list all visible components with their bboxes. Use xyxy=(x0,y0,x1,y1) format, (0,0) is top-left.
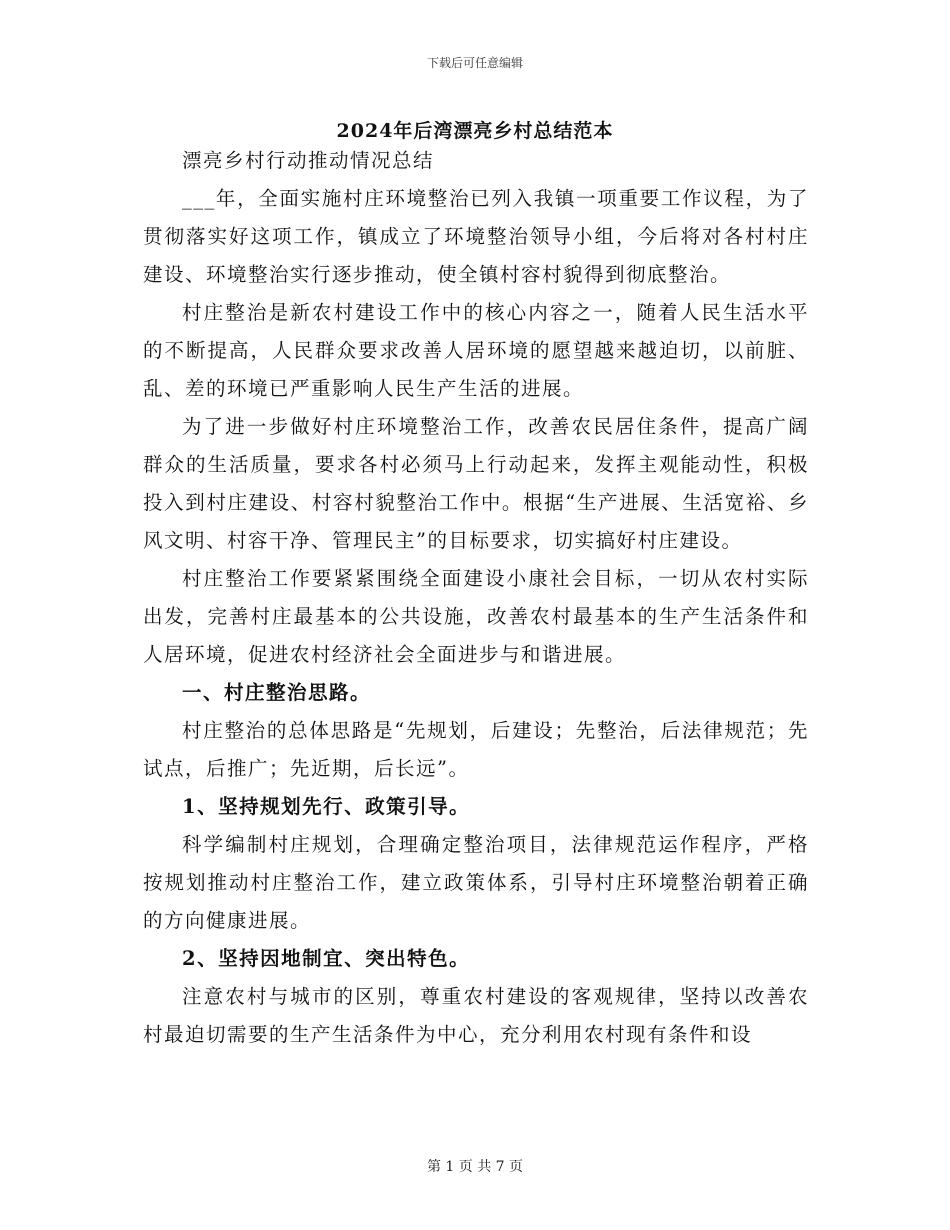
paragraph: 村庄整治是新农村建设工作中的核心内容之一，随着人民生活水平的不断提高，人民群众要求改善人居环境的愿望越来越迫切，以前脏、乱、差的环境已严重影响人民生产生活的进展。 xyxy=(143,301,809,400)
subsection-heading: 2、坚持因地制宜、突出特色。 xyxy=(182,947,471,970)
subsection-heading: 1、坚持规划先行、政策引导。 xyxy=(182,795,471,818)
section-heading: 一、村庄整治思路。 xyxy=(182,681,372,704)
document-body xyxy=(143,142,809,1054)
paragraph: ___年，全面实施村庄环境整治已列入我镇一项重要工作议程，为了贯彻落实好这项工作，镇成立了环境整治领导小组，今后将对各村村庄建设、环境整治实行逐步推动，使全镇村容村貌得到彻底整治。 xyxy=(143,187,809,286)
paragraph: 村庄整治工作要紧紧围绕全面建设小康社会目标，一切从农村实际出发，完善村庄最基本的公共设施，改善农村最基本的生产生活条件和人居环境，促进农村经济社会全面进步与和谐进展。 xyxy=(143,567,809,666)
paragraph-subtitle: 漂亮乡村行动推动情况总结 xyxy=(182,149,435,172)
paragraph: 注意农村与城市的区别，尊重农村建设的客观规律，坚持以改善农村最迫切需要的生产生活条件为中心，充分利用农村现有条件和设 xyxy=(143,985,809,1046)
paragraph: 村庄整治的总体思路是“先规划，后建设；先整治，后法律规范；先试点，后推广；先近期，后长远”。 xyxy=(143,719,809,780)
page-number: 第 1 页 共 7 页 xyxy=(426,1159,524,1175)
document-title: 2024年后湾漂亮乡村总结范本 xyxy=(336,120,614,142)
paragraph: 科学编制村庄规划，合理确定整治项目，法律规范运作程序，严格按规划推动村庄整治工作，建立政策体系，引导村庄环境整治朝着正确的方向健康进展。 xyxy=(143,833,809,932)
page-header-note: 下载后可任意编辑 xyxy=(426,56,523,70)
paragraph: 为了进一步做好村庄环境整治工作，改善农民居住条件，提高广阔群众的生活质量，要求各村必须马上行动起来，发挥主观能动性，积极投入到村庄建设、村容村貌整治工作中。根据“生产进展、生活宽裕、乡风文明、村容干净、管理民主”的目标要求，切实搞好村庄建设。 xyxy=(143,415,809,552)
